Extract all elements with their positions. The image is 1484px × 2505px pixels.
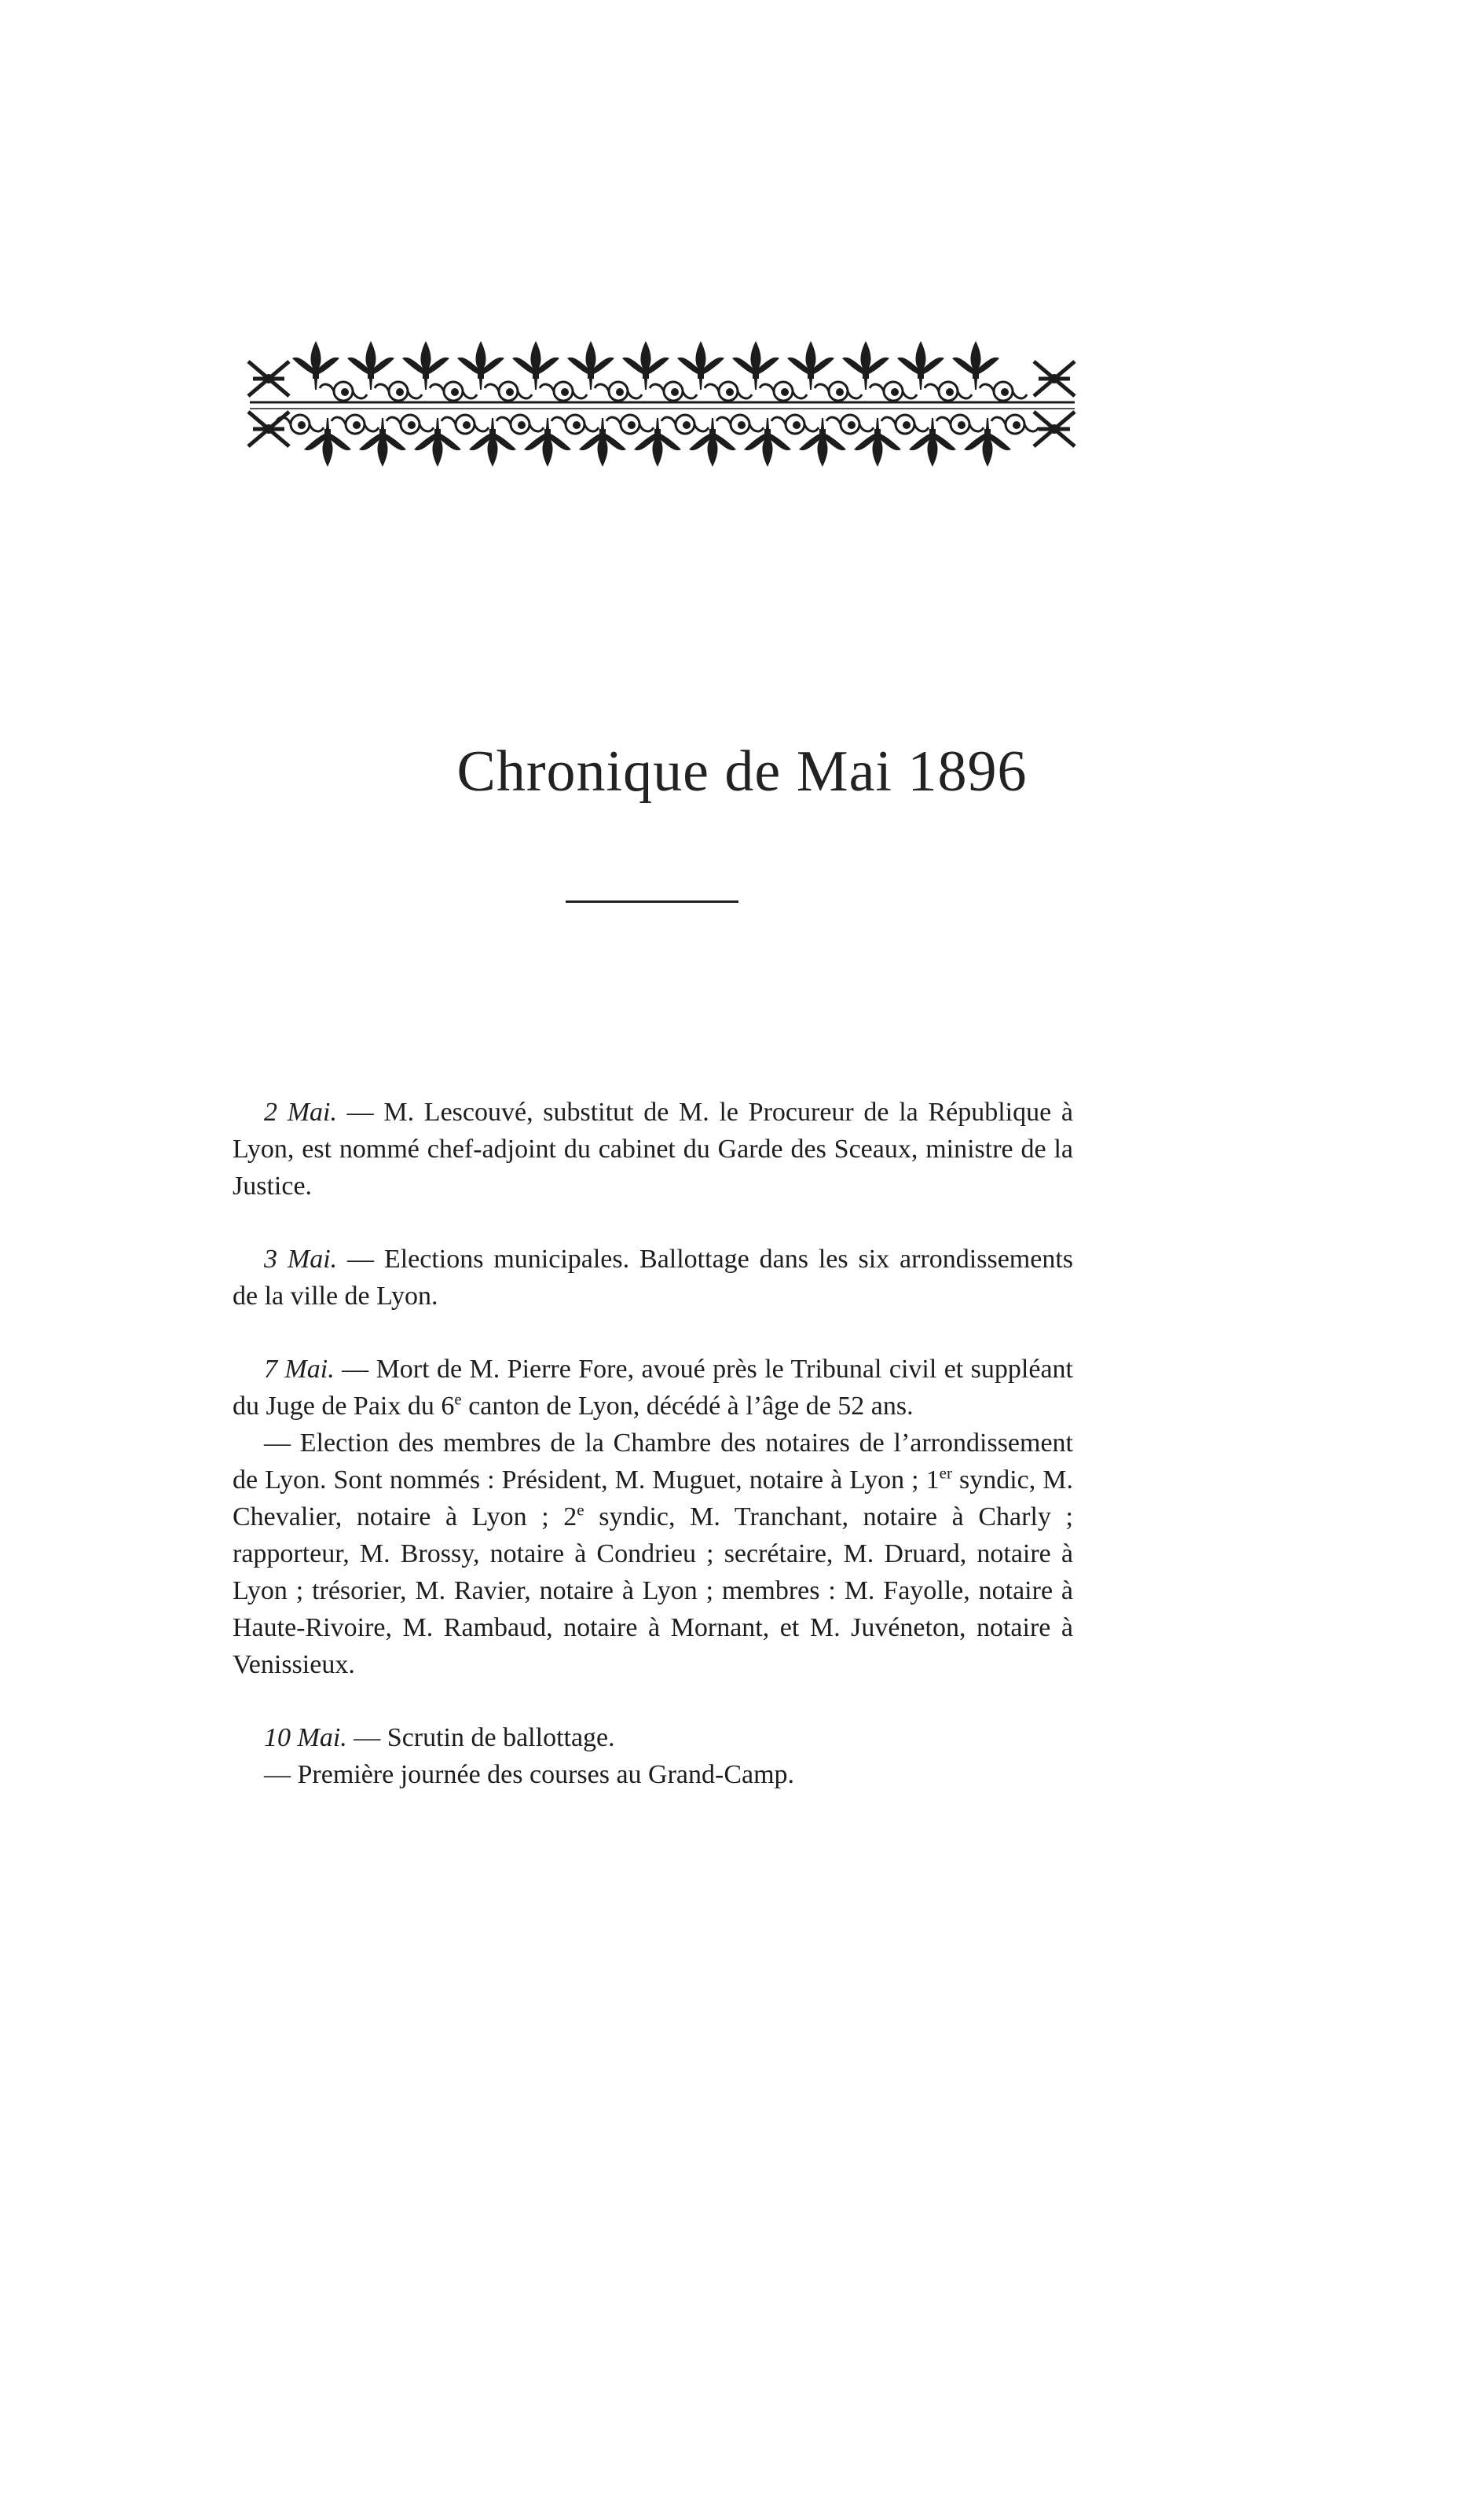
- entry-date: 10 Mai.: [264, 1723, 347, 1752]
- superscript: e: [577, 1500, 584, 1520]
- sub-text-continued: syndic, M. Tranchant, notaire à Charly ; rapporteur, M. Brossy, notaire à Condrieu ; secrétaire, M. Druard, notaire à Lyon ; trésorier, M. Ravier, notaire à Lyon ; membres : M. Fayolle, notaire à Haute-Rivoire, M. Rambaud, notaire à Mornant, et M. Juvéneton, notaire à Venissieux.: [233, 1502, 1073, 1679]
- sub-text: Election des membres de la Chambre des notaires de l’arrondissement de Lyon. Sont nommés : Président, M. Muguet, notaire à Lyon ; 1: [233, 1429, 1073, 1495]
- entry-3-mai: [233, 1241, 1073, 1315]
- entry-separator: —: [334, 1355, 376, 1384]
- entry-7-mai: [233, 1351, 1073, 1683]
- sub-text: Première journée des courses au Grand-Camp.: [297, 1760, 795, 1789]
- page-title: Chronique de Mai 1896: [456, 739, 1028, 804]
- entry-paragraph: [233, 1719, 1073, 1756]
- entry-text: M. Lescouvé, substitut de M. le Procureur de la République à Lyon, est nommé chef-adjoint du cabinet du Garde des Sceaux, ministre de la Justice.: [233, 1098, 1073, 1201]
- chronicle-body: [233, 1094, 1073, 1829]
- entry-paragraph: [233, 1094, 1073, 1205]
- title-divider: [566, 900, 738, 903]
- ornamental-header-band: [245, 330, 1079, 475]
- entry-text: Mort de M. Pierre Fore, avoué près le Tribunal civil et suppléant du Juge de Paix du 6: [233, 1355, 1073, 1421]
- entry-date: 2 Mai.: [264, 1098, 337, 1127]
- entry-date: 7 Mai.: [264, 1355, 335, 1384]
- entry-date: 3 Mai.: [264, 1245, 338, 1274]
- superscript: er: [939, 1463, 952, 1483]
- entry-2-mai: [233, 1094, 1073, 1205]
- entry-subparagraph: [233, 1756, 1073, 1793]
- entry-separator: —: [337, 1245, 384, 1274]
- entry-text-continued: canton de Lyon, décédé à l’âge de 52 ans.: [461, 1392, 914, 1421]
- entry-paragraph: [233, 1241, 1073, 1315]
- entry-separator: —: [346, 1723, 387, 1752]
- entry-text: Scrutin de ballottage.: [387, 1723, 615, 1752]
- entry-10-mai: [233, 1719, 1073, 1793]
- superscript: e: [454, 1389, 462, 1409]
- entry-subparagraph: [233, 1425, 1073, 1683]
- entry-paragraph: [233, 1351, 1073, 1425]
- entry-separator: —: [336, 1098, 384, 1127]
- sub-dash: —: [264, 1760, 298, 1789]
- sub-text-continued: syndic, M. Chevalier, notaire à Lyon ; 2: [233, 1465, 1073, 1531]
- sub-dash: —: [264, 1429, 300, 1458]
- entry-text: Elections municipales. Ballottage dans les six arrondissements de la ville de Lyon.: [233, 1245, 1074, 1311]
